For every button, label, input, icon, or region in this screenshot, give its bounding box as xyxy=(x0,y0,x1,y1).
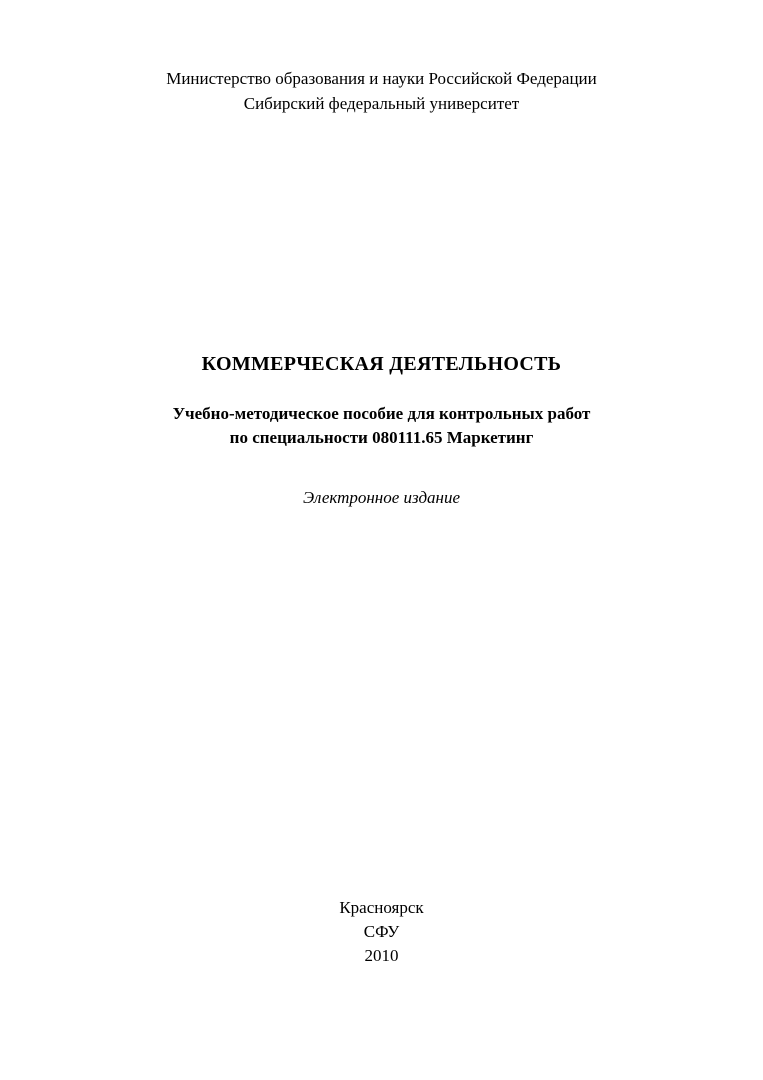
ministry-line: Министерство образования и науки Российской Федерации xyxy=(166,69,597,88)
imprint-publisher: СФУ xyxy=(363,922,400,941)
edition-note: Электронное издание xyxy=(302,488,461,507)
imprint-block xyxy=(0,896,763,968)
subtitle-line-2: по специальности 080111.65 Маркетинг xyxy=(229,428,534,447)
document-subtitle xyxy=(0,402,763,450)
university-line: Сибирский федеральный университет xyxy=(243,94,520,113)
document-title: КОММЕРЧЕСКАЯ ДЕЯТЕЛЬНОСТЬ xyxy=(201,353,562,375)
subtitle-line-1: Учебно-методическое пособие для контрольных работ xyxy=(172,404,591,423)
imprint-city: Красноярск xyxy=(339,898,424,917)
imprint-year: 2010 xyxy=(364,946,399,965)
document-header xyxy=(0,66,763,116)
